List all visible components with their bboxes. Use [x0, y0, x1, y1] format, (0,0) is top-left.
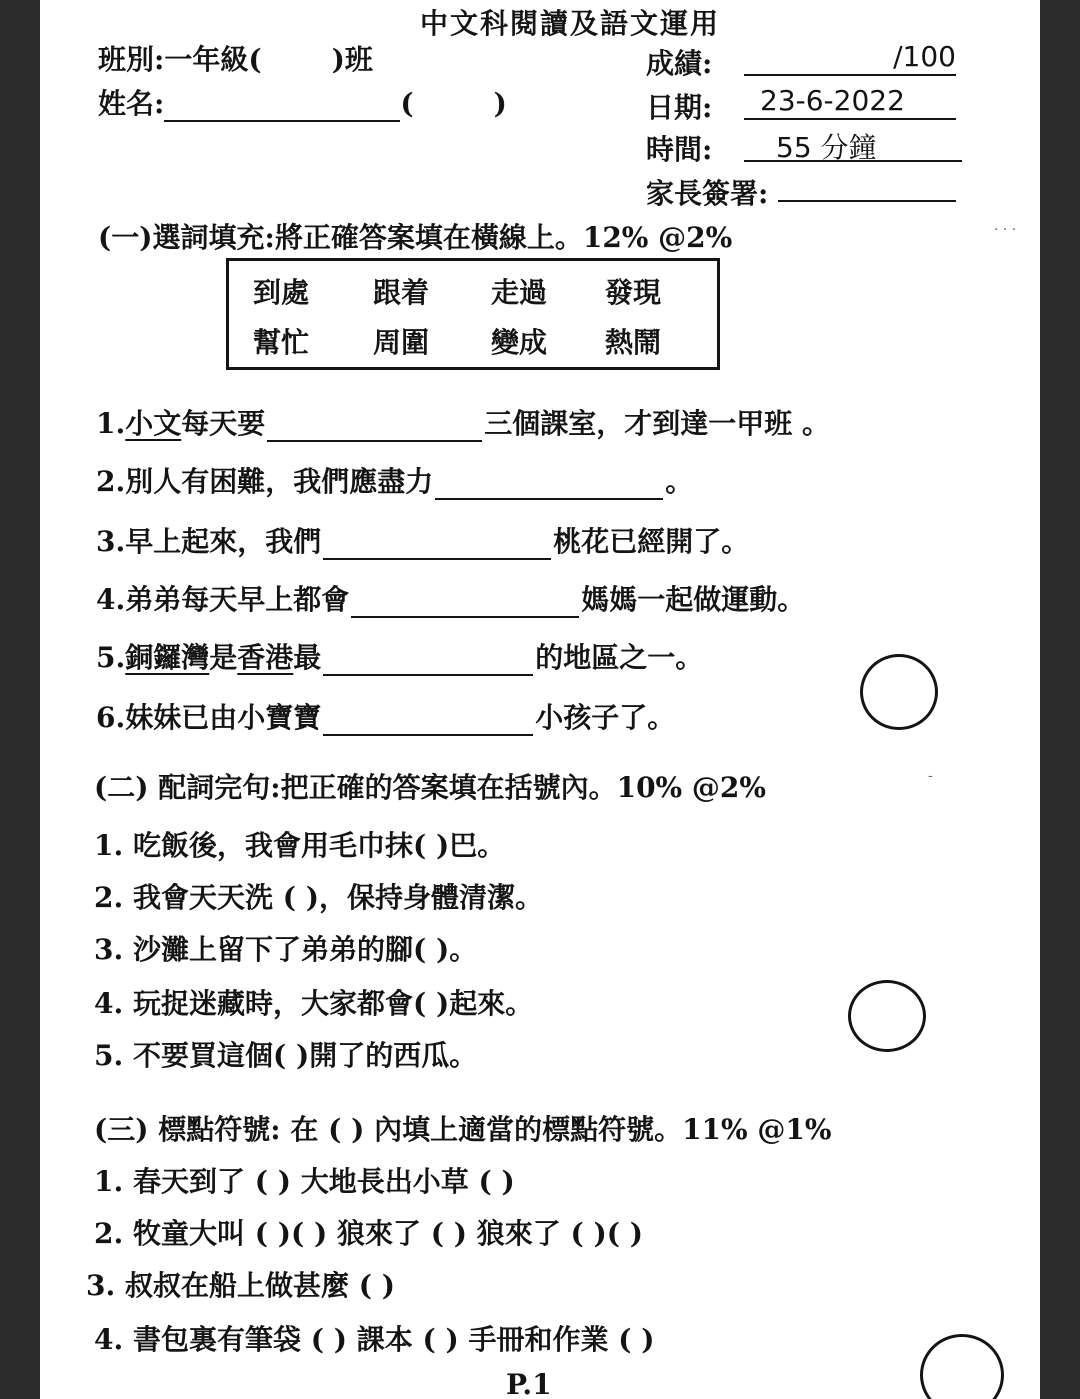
class-field	[98, 38, 373, 78]
question-number: 1.	[96, 407, 126, 440]
section2-heading: (二) 配詞完句:把正確的答案填在括號內。10% @2%	[94, 771, 766, 804]
marking-circle	[920, 1334, 1004, 1399]
marking-circle	[860, 654, 938, 730]
s3-question-1: 1. 春天到了 ( ) 大地長出小草 ( )	[94, 1165, 515, 1198]
question-text: 。	[665, 465, 694, 498]
class-suffix: )班	[331, 43, 373, 76]
answer-blank[interactable]	[323, 532, 551, 560]
word-bank	[226, 258, 720, 370]
name-blank[interactable]	[164, 92, 400, 122]
s1-question-1	[96, 402, 830, 442]
question-text: 的地區之一。	[535, 641, 704, 674]
time-label: 時間:	[646, 133, 713, 166]
answer-blank[interactable]	[351, 590, 579, 618]
page-title: 中文科閱讀及語文運用	[420, 7, 721, 40]
section3-heading: (三) 標點符號: 在 ( ) 內填上適當的標點符號。11% @1%	[94, 1113, 832, 1146]
question-number: 4.	[96, 583, 126, 616]
s1-question-4	[96, 578, 805, 618]
answer-blank[interactable]	[267, 414, 482, 442]
question-text: 媽媽一起做運動。	[581, 583, 806, 616]
s2-question-5: 5. 不要買這個( )開了的西瓜。	[94, 1039, 478, 1072]
word-bank-item: 發現	[605, 276, 662, 309]
answer-blank[interactable]	[323, 708, 533, 736]
question-text: 小孩子了。	[535, 701, 676, 734]
question-number: 3.	[96, 525, 126, 558]
question-text: 弟弟每天早上都會	[125, 583, 350, 616]
score-label: 成績:	[646, 47, 713, 80]
question-number: 2.	[96, 465, 126, 498]
time-line	[744, 126, 962, 162]
date-value: 23-6-2022	[760, 84, 905, 117]
date-label: 日期:	[646, 91, 713, 124]
s2-question-4: 4. 玩捉迷藏時，大家都會( )起來。	[94, 987, 534, 1020]
question-text: 早上起來，我們	[125, 525, 322, 558]
s2-question-3: 3. 沙灘上留下了弟弟的腳( )。	[94, 933, 478, 966]
question-text: 最	[293, 641, 322, 674]
answer-blank[interactable]	[435, 472, 663, 500]
name-close: )	[493, 87, 507, 120]
word-bank-item: 到處	[253, 276, 310, 309]
time-value: 55 分鐘	[776, 131, 877, 164]
s3-question-2: 2. 牧童大叫 ( )( ) 狼來了 ( ) 狼來了 ( )( )	[94, 1217, 643, 1250]
question-text: 每天要	[181, 407, 266, 440]
word-bank-item: 周圍	[373, 326, 430, 359]
date-line	[744, 84, 956, 120]
s1-question-6	[96, 696, 675, 736]
question-text: 桃花已經開了。	[553, 525, 750, 558]
proper-noun: 小文	[125, 407, 182, 440]
worksheet-page	[40, 0, 1040, 1399]
name-field	[98, 82, 507, 122]
question-text: 妹妹已由小寶寶	[125, 701, 322, 734]
question-text: 是	[209, 641, 238, 674]
question-text: 三個課室，才到達一甲班 。	[484, 407, 831, 440]
question-number: 5.	[96, 641, 126, 674]
section1-heading: (一)選詞填充:將正確答案填在橫線上。12% @2%	[98, 221, 733, 254]
signature-line[interactable]	[778, 168, 956, 202]
word-bank-item: 跟着	[373, 276, 430, 309]
word-bank-item: 熱鬧	[605, 326, 662, 359]
score-line[interactable]	[744, 40, 956, 76]
scan-speck: -	[928, 768, 933, 784]
question-text: 別人有困難，我們應盡力	[125, 465, 434, 498]
word-bank-item: 走過	[491, 276, 548, 309]
word-bank-item: 變成	[491, 326, 548, 359]
class-label: 班別:一年級(	[98, 43, 262, 76]
s3-question-3: 3. 叔叔在船上做甚麼 ( )	[86, 1269, 395, 1302]
answer-blank[interactable]	[323, 648, 533, 676]
s1-question-3	[96, 520, 749, 560]
scan-speck: · · ·	[994, 222, 1017, 238]
s2-question-1: 1. 吃飯後，我會用毛巾抹( )巴。	[94, 829, 506, 862]
s3-question-4: 4. 書包裏有筆袋 ( ) 課本 ( ) 手冊和作業 ( )	[94, 1323, 655, 1356]
marking-circle	[848, 980, 926, 1052]
s2-question-2: 2. 我會天天洗 ( )，保持身體清潔。	[94, 881, 543, 914]
word-bank-item: 幫忙	[253, 326, 310, 359]
proper-noun: 銅鑼灣	[125, 641, 210, 674]
page-number: P.1	[506, 1368, 552, 1399]
signature-label: 家長簽署:	[646, 177, 769, 210]
name-label: 姓名:	[98, 87, 165, 120]
s1-question-5	[96, 636, 703, 676]
question-number: 6.	[96, 701, 126, 734]
name-open: (	[400, 87, 414, 120]
score-value: /100	[893, 40, 956, 73]
s1-question-2	[96, 460, 693, 500]
proper-noun: 香港	[237, 641, 294, 674]
